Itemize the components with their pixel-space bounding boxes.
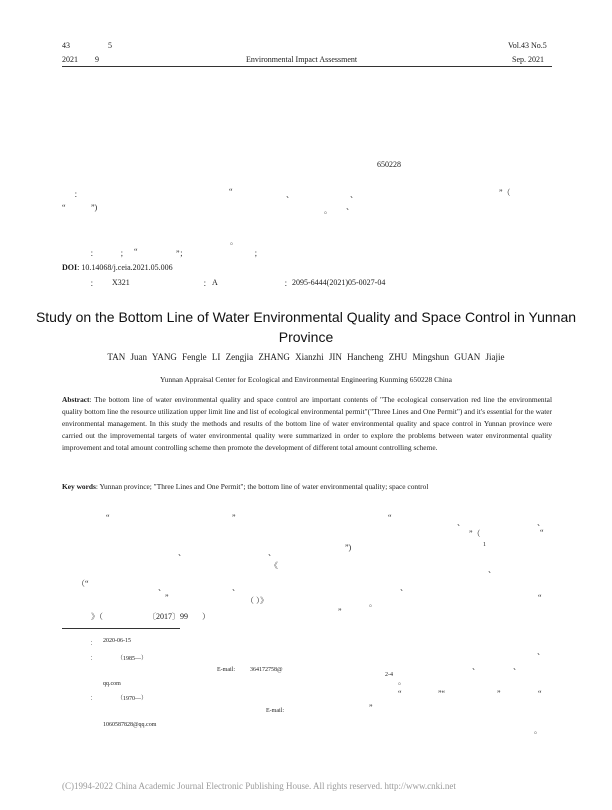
body-period: 。 [369, 599, 377, 608]
cn-comma: 、 [346, 202, 354, 211]
body-quote: “ [540, 528, 544, 537]
body-comma: 、 [178, 548, 186, 557]
article-number: 2095-6444(2021)05-0027-04 [292, 278, 386, 287]
cn-period: 。 [230, 237, 238, 246]
author2-year: （1970—） [117, 696, 148, 702]
cn-quote: ”； [176, 249, 188, 258]
body-quote: “ [398, 689, 402, 698]
body-quote: ”（ [469, 529, 481, 538]
body-period: 。 [534, 726, 542, 735]
postcode: 650228 [377, 160, 401, 169]
header-volume: 43 [62, 41, 70, 50]
body-quote: ” [232, 513, 236, 522]
body-quote: ” [369, 703, 373, 712]
body-comma: 、 [158, 583, 166, 592]
cn-quote: ”（ [499, 188, 511, 197]
body-quote: “ [106, 513, 110, 522]
cn-period: 。 [324, 206, 332, 215]
body-quote: “ [388, 513, 392, 522]
header-journal-en: Environmental Impact Assessment [246, 55, 358, 64]
author2-email: 1060587828@qq.com [103, 722, 157, 728]
body-comma: 、 [537, 518, 545, 527]
body-quote: ”“ [438, 689, 446, 698]
body-comma: 、 [513, 662, 521, 671]
cn-semicolon: ； [120, 249, 128, 258]
body-bracket: （ ）》 [246, 596, 268, 605]
cn-keywords-label: ： [90, 249, 98, 258]
received-label: ： [90, 641, 97, 647]
cn-comma: 、 [350, 190, 358, 199]
body-bracket: ） [202, 612, 210, 621]
body-quote: ” [165, 593, 169, 602]
body-bracket: 《 [270, 561, 278, 570]
header-rule [62, 66, 552, 67]
title-en: Study on the Bottom Line of Water Environmental Quality and Space Control in Yunnan Province [35, 309, 577, 345]
cn-quote: ”) [91, 203, 98, 212]
keywords-text: : Yunnan province; "Three Lines and One Permit"; the bottom line of water environmental quality; space control [95, 482, 429, 491]
body-quote: ” [338, 607, 342, 616]
cn-semicolon: ； [254, 249, 262, 258]
body-comma: 、 [400, 583, 408, 592]
doc-code-label: ： [203, 279, 211, 288]
author1-email-label: E-mail: [217, 667, 235, 673]
affiliation-en: Yunnan Appraisal Center for Ecological and Environmental Engineering Kunming 650228 China [159, 375, 453, 384]
header-issue: 5 [108, 41, 112, 50]
abstract-label: Abstract [62, 395, 90, 404]
copyright-footer: (C)1994-2022 China Academic Journal Electronic Publishing House. All rights reserved. http://www.cnki.net [62, 781, 456, 791]
cn-quote: “ [62, 203, 66, 212]
body-comma: 、 [472, 662, 480, 671]
keywords-en [62, 482, 428, 491]
doi-value: : 10.14068/j.ceia.2021.05.006 [77, 263, 173, 272]
cn-quote: “ [134, 247, 138, 256]
author1-email: 364172758@ [250, 667, 283, 673]
abstract-en [62, 394, 552, 454]
author1-year: （1985—） [117, 656, 148, 662]
author2-label: ： [90, 696, 97, 702]
body-comma: 、 [232, 583, 240, 592]
received-date: 2020-06-15 [103, 638, 131, 644]
body-comma: 、 [488, 565, 496, 574]
author2-email-label: E-mail: [266, 708, 284, 714]
doi-label: DOI [62, 263, 78, 272]
header-vol-en: Vol.43 No.5 [508, 41, 547, 50]
cn-comma: 、 [286, 190, 294, 199]
body-quote: “ [538, 593, 542, 602]
citation-superscript: 2-4 [385, 672, 393, 678]
abstract-text: : The bottom line of water environmental quality and space control are important contents of "The ecological conservation red line the environmental quality bottom line the resource utilization upper limit line and list of ecological environmental permit"("Three Lines and One Permit") and it's essential for the water environmental management. In this study the methods and results of the bottom line of water environmental quality and space control in Yunnan province were carried out the improvemental targets of water environmental quality were summarized in order to explore the problems between water environmental quality improvement and total amount controlling scheme then promote the development of different total amount controlling scheme. [62, 395, 552, 452]
body-comma: 、 [268, 548, 276, 557]
citation-superscript: 1 [483, 542, 486, 548]
cn-abstract-label: ： [74, 190, 82, 199]
body-period: 。 [398, 677, 406, 686]
clc-label: ： [90, 279, 98, 288]
doi-line [62, 263, 173, 272]
body-comma: 、 [537, 647, 545, 656]
author1-label: ： [90, 656, 97, 662]
header-date-en: Sep. 2021 [512, 55, 544, 64]
doc-code: A [212, 278, 218, 287]
body-quote: “ [538, 689, 542, 698]
body-quote: ” [497, 689, 501, 698]
body-bracket: 》（ [91, 612, 103, 621]
body-quote: （“ [77, 579, 89, 588]
body-quote: ”) [345, 543, 352, 552]
keywords-label: Key words [62, 482, 96, 491]
footnote-rule [62, 628, 180, 629]
cn-quote: “ [229, 187, 233, 196]
authors-en: TAN Juan YANG Fengle LI Zengjia ZHANG Xianzhi JIN Hancheng ZHU Mingshun GUAN Jiajie [107, 352, 505, 362]
header-month: 9 [95, 55, 99, 64]
document-ref: 〔2017〕99 [148, 612, 188, 621]
author1-email-domain: qq.com [103, 681, 121, 687]
body-comma: 、 [457, 518, 465, 527]
issn-label: ： [284, 279, 292, 288]
header-year: 2021 [62, 55, 78, 64]
clc-number: X321 [112, 278, 130, 287]
